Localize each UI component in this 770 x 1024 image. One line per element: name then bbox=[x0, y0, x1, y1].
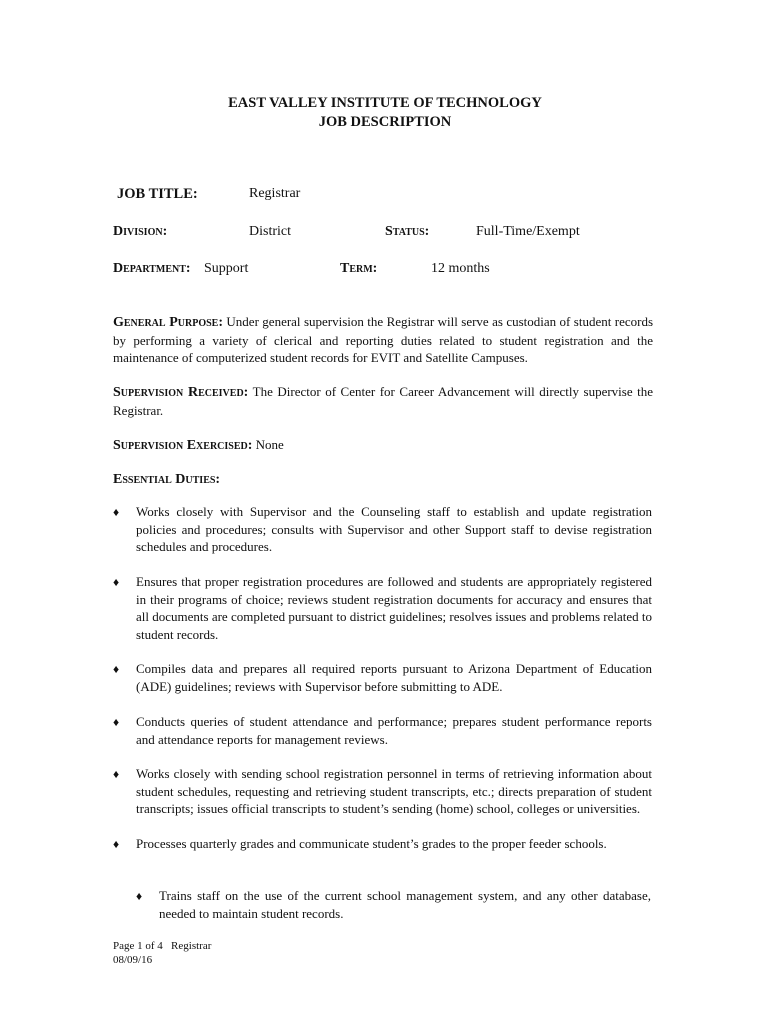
document-title: JOB DESCRIPTION bbox=[318, 114, 452, 130]
bullet-icon: ♦ bbox=[113, 715, 120, 729]
term-value: 12 months bbox=[431, 261, 490, 276]
status-value: Full-Time/Exempt bbox=[476, 224, 580, 239]
department-label: Department: bbox=[113, 261, 191, 276]
duty-item: Works closely with sending school registration personnel in terms of retrieving information about student schedules, requesting and retrieving student transcripts, etc.; directs preparation of student transcripts; issues official transcripts to student’s sending (home) school, colleges or universities. bbox=[136, 766, 652, 817]
supervision-exercised-label: Supervision Exercised: bbox=[113, 438, 253, 453]
footer-title: Registrar bbox=[171, 940, 212, 952]
footer-date: 08/09/16 bbox=[113, 954, 153, 966]
supervision-exercised bbox=[113, 436, 653, 455]
general-purpose-text: Under general supervision the Registrar will serve as custodian of student records by performing a variety of clerical and reporting duties related to student registration and the maintenance of computerized student records for EVIT and Satellite Campuses. bbox=[113, 314, 654, 366]
page-footer bbox=[113, 939, 211, 967]
duty-item: Conducts queries of student attendance and performance; prepares student performance reports and attendance reports for management reviews. bbox=[136, 714, 652, 747]
institution-title: EAST VALLEY INSTITUTE OF TECHNOLOGY bbox=[228, 95, 542, 111]
essential-duties-heading bbox=[113, 470, 653, 489]
supervision-exercised-text: None bbox=[255, 437, 284, 452]
duty-item: Works closely with Supervisor and the Counseling staff to establish and update registration policies and procedures; consults with Supervisor and other Support staff to devise registration schedules and procedures. bbox=[136, 504, 652, 555]
duty-item: Trains staff on the use of the current school management system, and any other database, needed to maintain student records. bbox=[159, 888, 651, 921]
duty-item: Processes quarterly grades and communicate student’s grades to the proper feeder schools. bbox=[136, 836, 607, 851]
job-title-label: JOB TITLE: bbox=[117, 186, 198, 202]
bullet-icon: ♦ bbox=[113, 505, 120, 519]
bullet-icon: ♦ bbox=[136, 889, 143, 903]
general-purpose-label: General Purpose: bbox=[113, 315, 223, 330]
general-purpose bbox=[113, 313, 653, 367]
department-value: Support bbox=[204, 261, 249, 276]
essential-duties-label: Essential Duties: bbox=[113, 472, 221, 487]
status-label: Status: bbox=[385, 224, 430, 239]
division-value: District bbox=[249, 224, 291, 239]
bullet-icon: ♦ bbox=[113, 837, 120, 851]
page-number: Page 1 of 4 bbox=[113, 940, 163, 952]
job-title-value: Registrar bbox=[249, 186, 301, 201]
supervision-received-text: The Director of Center for Career Advancement will directly supervise the Registrar. bbox=[113, 384, 654, 418]
bullet-icon: ♦ bbox=[113, 662, 120, 676]
supervision-received-label: Supervision Received: bbox=[113, 385, 249, 400]
duty-item: Compiles data and prepares all required reports pursuant to Arizona Department of Education (ADE) guidelines; reviews with Supervisor before submitting to ADE. bbox=[136, 661, 652, 694]
bullet-icon: ♦ bbox=[113, 575, 120, 589]
bullet-icon: ♦ bbox=[113, 767, 120, 781]
duty-item: Ensures that proper registration procedures are followed and students are appropriately registered in their programs of choice; reviews student registration documents for accuracy and ensures that all documents are completed pursuant to district guidelines; resolves issues and problems related to student records. bbox=[136, 574, 652, 642]
term-label: Term: bbox=[340, 261, 378, 276]
division-label: Division: bbox=[113, 224, 168, 239]
supervision-received bbox=[113, 383, 653, 419]
